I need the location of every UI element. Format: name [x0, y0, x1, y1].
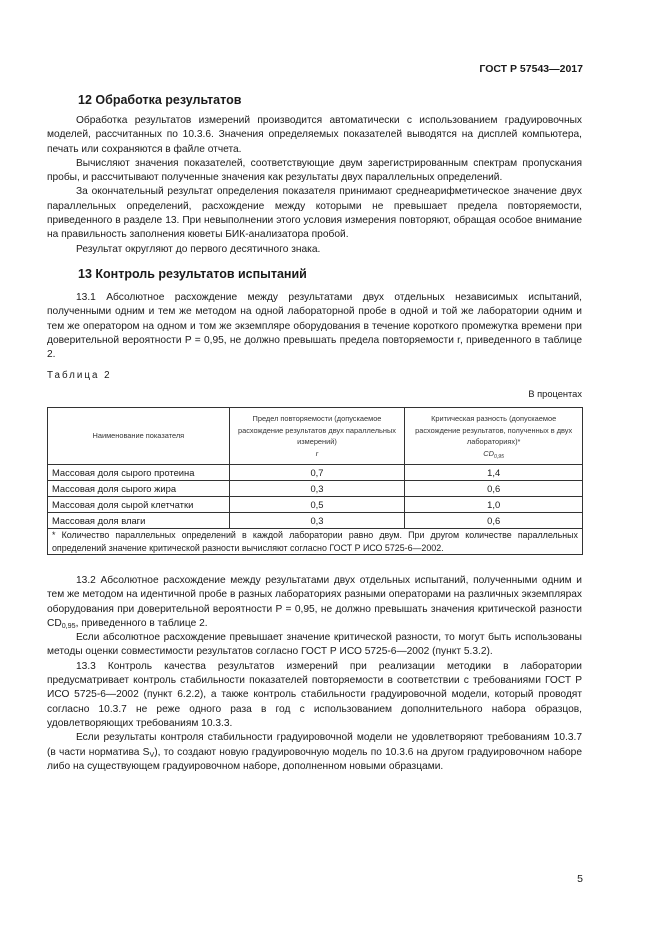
row-cd: 0,6 — [405, 513, 583, 529]
row-cd: 0,6 — [405, 481, 583, 497]
paragraph: Если результаты контроля стабильности градуировочной модели не удовлетворяют требованиям 10.3.7 (в части норматива $S_V$), то создают новую градуировочную модель по 10.3.6 на другом градуировочном наборе либо на существующем градуировочном наборе, дополненном новыми образцами. — [47, 732, 582, 772]
table-row — [48, 497, 583, 513]
header-critical-difference-symbol: $CD_{0,95}$ — [483, 448, 505, 460]
paragraph: Обработка результатов измерений производится автоматически с использованием градуировочных моделей, рассчитанных по 10.3.6. Значения определяемых показателей выводятся на дисплей компьютера, печать или сохраняются в файле отчета. — [47, 115, 582, 155]
document-header: ГОСТ Р 57543—2017 — [479, 63, 583, 75]
row-cd: 1,4 — [405, 465, 583, 481]
table-footnote: * Количество параллельных определений в каждой лаборатории равно двум. При другом количестве параллельных определений значение критической разности вычисляют согласно ГОСТ Р ИСО 5725-6—2002. — [48, 529, 583, 555]
header-repeatability — [229, 408, 405, 465]
row-name: Массовая доля влаги — [48, 513, 230, 529]
table-header-row — [48, 408, 583, 465]
row-name: Массовая доля сырого жира — [48, 481, 230, 497]
page-number: 5 — [577, 873, 583, 885]
header-critical-difference — [405, 408, 583, 465]
row-name: Массовая доля сырого протеина — [48, 465, 230, 481]
row-r: 0,5 — [229, 497, 405, 513]
section-13-title: 13 Контроль результатов испытаний — [78, 267, 307, 281]
section-13-body — [47, 291, 582, 362]
row-r: 0,3 — [229, 481, 405, 497]
paragraph-13-2: 13.2 Абсолютное расхождение между результатами двух отдельных испытаний, полученными одним и тем же методом на идентичной пробе в разных лабораториях разными операторами на различных экземплярах оборудования при доверительной вероятности P = 0,95, не должно превышать значения критической разности $CD_{0,95}$, приведенного в таблице 2. — [47, 575, 582, 630]
table-row — [48, 481, 583, 497]
header-repeatability-symbol: r — [315, 448, 319, 458]
paragraph: Вычисляют значения показателей, соответствующие двум зарегистрированным спектрам пропускания пробы, и рассчитывают полученные значения как результаты двух параллельных определений. — [47, 157, 582, 184]
table-footnote-row — [48, 529, 583, 555]
table-row — [48, 465, 583, 481]
table-caption: Таблица 2 — [47, 370, 112, 381]
row-cd: 1,0 — [405, 497, 583, 513]
paragraph: Результат округляют до первого десятичного знака. — [76, 243, 321, 255]
paragraph: Если абсолютное расхождение превышает значение критической разности, то могут быть использованы методы оценки совместимости результатов согласно ГОСТ Р ИСО 5725-6—2002 (пункт 5.3.2). — [47, 632, 582, 658]
section-12-title: 12 Обработка результатов — [78, 93, 242, 107]
header-name: Наименование показателя — [48, 408, 230, 465]
table-row — [48, 513, 583, 529]
section-13-continued — [47, 574, 582, 774]
header-repeatability-text: Предел повторяемости (допускаемое расхождение результатов двух параллельных измерений) — [237, 414, 396, 446]
header-critical-difference-text: Критическая разность (допускаемое расхождение результатов, полученных в двух лабораториях)* — [415, 414, 573, 446]
results-table — [47, 407, 583, 555]
table-unit: В процентах — [528, 389, 582, 399]
row-name: Массовая доля сырой клетчатки — [48, 497, 230, 513]
row-r: 0,3 — [229, 513, 405, 529]
section-12-body — [47, 114, 582, 257]
row-r: 0,7 — [229, 465, 405, 481]
paragraph: За окончательный результат определения показателя принимают среднеарифметическое значение двух параллельных определений, расхождение между которыми не превышает предела повторяемости, приведенного в разделе 13. При невыполнении этого условия измерения повторяют, обращая особое внимание на правильность заполнения кюветы БИК-анализатора пробой. — [47, 186, 582, 241]
paragraph-13-1: 13.1 Абсолютное расхождение между результатами двух отдельных независимых испытаний, полученными одним и тем же методом на одной лабораторной пробе в одной и той же лаборатории одним и тем же оператором на одном и том же экземпляре оборудования в течение короткого промежутка времени при доверительной вероятности P = 0,95, не должно превышать предела повторяемости r, приведенного в таблице 2. — [47, 292, 582, 361]
paragraph-13-3: 13.3 Контроль качества результатов измерений при реализации методики в лаборатории предусматривает контроль стабильности показателей повторяемости в соответствии с требованиями ГОСТ Р ИСО 5725-6—2002 (пункт 6.2.2), а также контроль стабильности градуировочной модели, который проводят согласно 10.3.7 не реже одного раза в год с использованием дополнительного набора образцов, удовлетворяющих требованиям 10.3.3. — [47, 660, 582, 729]
